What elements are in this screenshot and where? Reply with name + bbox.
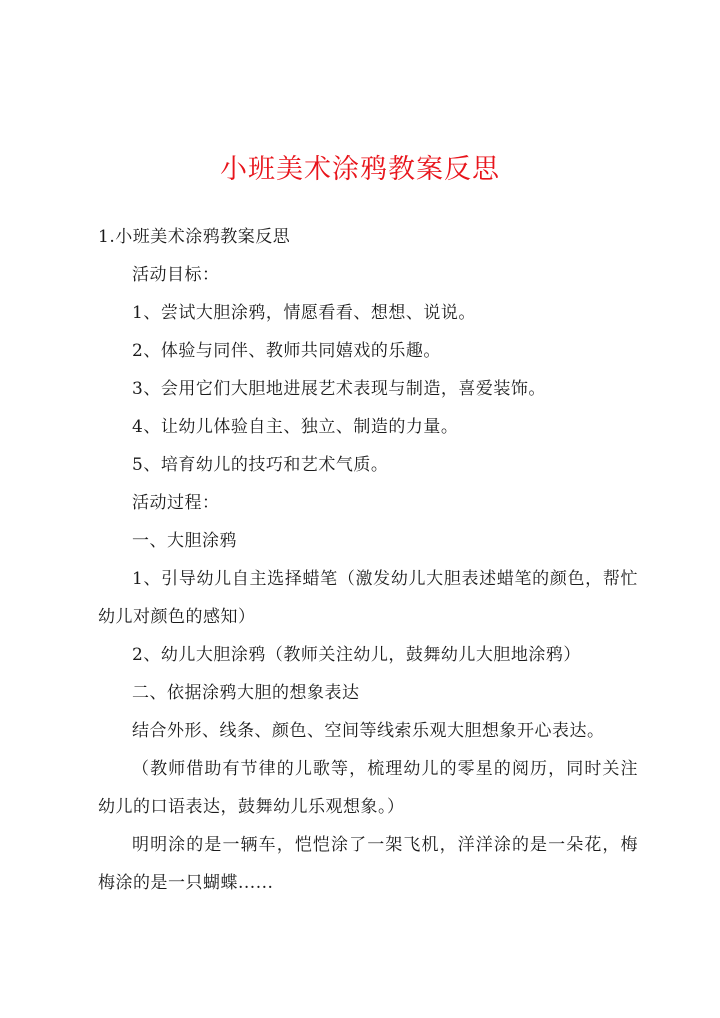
paragraph: 3、会用它们大胆地进展艺术表现与制造，喜爱装饰。 <box>132 379 546 399</box>
document-body <box>98 218 638 902</box>
paragraph: 1、引导幼儿自主选择蜡笔（激发幼儿大胆表述蜡笔的颜色，帮忙幼儿对颜色的感知） <box>98 569 638 627</box>
paragraph: 活动过程： <box>132 493 220 513</box>
paragraph: 2、幼儿大胆涂鸦（教师关注幼儿，鼓舞幼儿大胆地涂鸦） <box>132 645 581 665</box>
paragraph: 1.小班美术涂鸦教案反思 <box>98 227 291 247</box>
paragraph: 明明涂的是一辆车，恺恺涂了一架飞机，洋洋涂的是一朵花，梅梅涂的是一只蝴蝶...... <box>98 835 638 893</box>
paragraph: 1、尝试大胆涂鸦，情愿看看、想想、说说。 <box>132 303 476 323</box>
paragraph: （教师借助有节律的儿歌等，梳理幼儿的零星的阅历，同时关注幼儿的口语表达，鼓舞幼儿乐观想象。） <box>98 759 638 817</box>
paragraph: 二、依据涂鸦大胆的想象表达 <box>132 683 360 703</box>
paragraph: 一、大胆涂鸦 <box>132 531 237 551</box>
paragraph: 5、培育幼儿的技巧和艺术气质。 <box>132 455 389 475</box>
paragraph: 2、体验与同伴、教师共同嬉戏的乐趣。 <box>132 341 441 361</box>
paragraph: 活动目标： <box>132 265 220 285</box>
document-title: 小班美术涂鸦教案反思 <box>220 154 500 185</box>
paragraph: 结合外形、线条、颜色、空间等线索乐观大胆想象开心表达。 <box>132 721 605 741</box>
paragraph: 4、让幼儿体验自主、独立、制造的力量。 <box>132 417 459 437</box>
